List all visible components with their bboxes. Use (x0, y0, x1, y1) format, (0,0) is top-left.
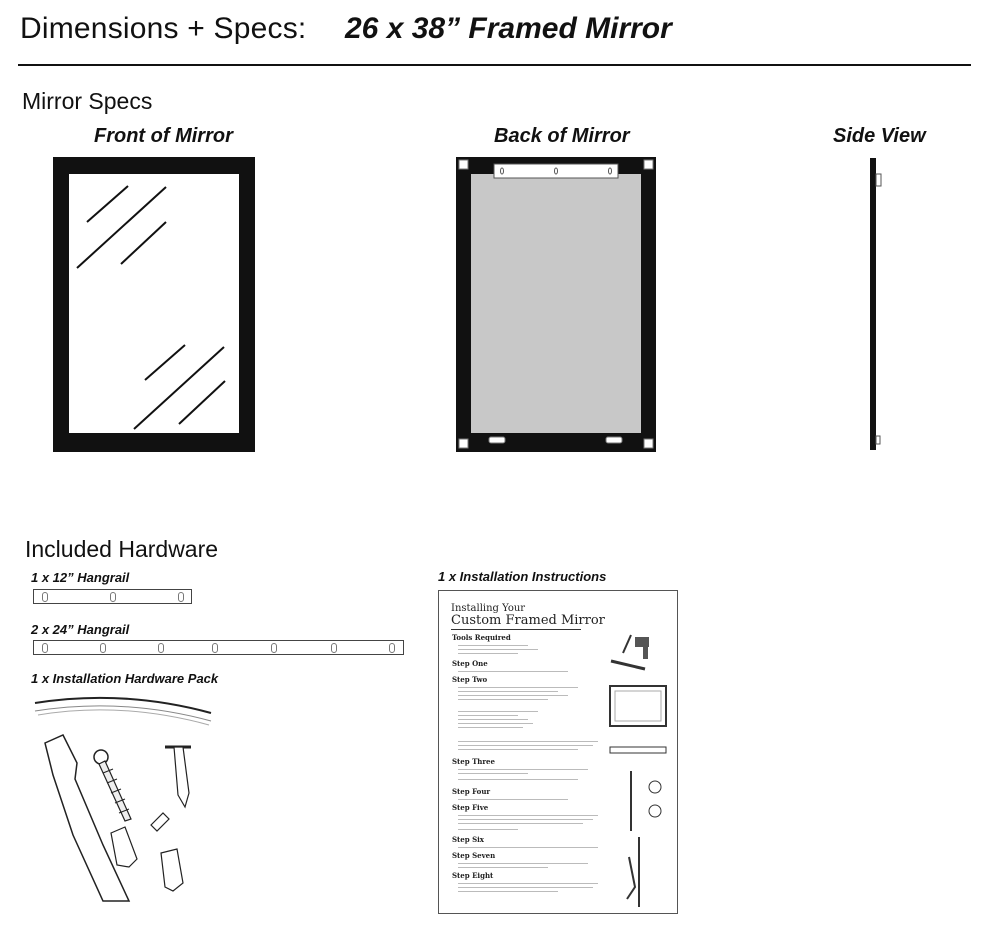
front-view-label: Front of Mirror (94, 125, 233, 147)
doc-text-line (458, 719, 528, 720)
doc-text-line (458, 711, 538, 712)
page-title: Dimensions + Specs: (20, 12, 307, 45)
back-mirror-illustration (455, 156, 657, 453)
doc-title-line1: Installing Your (451, 603, 526, 614)
doc-text-line (458, 645, 528, 646)
mirror-specs-heading: Mirror Specs (22, 88, 153, 114)
doc-text-line (458, 723, 533, 724)
doc-text-line (458, 799, 568, 800)
hangrail-hole (178, 592, 184, 602)
product-title: 26 x 38” Framed Mirror (345, 12, 672, 45)
side-view-label: Side View (833, 125, 926, 147)
doc-step-heading: Tools Required (452, 633, 511, 642)
doc-text-line (458, 819, 593, 820)
wall-diagram (619, 771, 669, 831)
hangrail-hole (212, 643, 218, 653)
hardware-pack-illustration (33, 695, 213, 905)
front-mirror-illustration (52, 156, 256, 453)
doc-text-line (458, 779, 578, 780)
included-hardware-heading: Included Hardware (25, 536, 219, 562)
doc-step-heading: Step Seven (452, 851, 496, 860)
mirror-on-wall-diagram (619, 837, 659, 907)
doc-step-heading: Step Six (452, 835, 484, 844)
doc-text-line (458, 847, 598, 848)
doc-text-line (458, 815, 598, 816)
doc-text-line (458, 649, 538, 650)
doc-step-heading: Step Four (452, 787, 491, 796)
hangrail-hole (110, 592, 116, 602)
doc-step-heading: Step Two (452, 675, 488, 684)
hangrail-24-illustration (33, 640, 404, 655)
doc-text-line (458, 741, 598, 742)
doc-text-line (458, 887, 593, 888)
hangrail-12-label: 1 x 12” Hangrail (31, 570, 130, 585)
doc-text-line (458, 653, 518, 654)
hangrail-hole (331, 643, 337, 653)
hangrail-hole (42, 592, 48, 602)
doc-text-line (458, 863, 588, 864)
back-view-label: Back of Mirror (494, 125, 630, 147)
instructions-document (438, 590, 678, 914)
doc-text-line (458, 769, 588, 770)
doc-title-line2: Custom Framed Mirror (451, 613, 605, 628)
doc-text-line (458, 695, 568, 696)
doc-step-heading: Step Three (452, 757, 495, 766)
doc-text-line (458, 749, 578, 750)
doc-text-line (458, 727, 523, 728)
doc-step-heading: Step Eight (452, 871, 494, 880)
hangrail-diagram (609, 745, 667, 759)
hangrail-hole (389, 643, 395, 653)
doc-text-line (458, 867, 548, 868)
doc-text-line (458, 715, 518, 716)
tools-illustration (609, 631, 659, 671)
hangrail-12-illustration (33, 589, 192, 604)
doc-text-line (458, 699, 548, 700)
hangrail-hole (42, 643, 48, 653)
hangrail-hole (271, 643, 277, 653)
doc-text-line (458, 829, 518, 830)
header-divider (18, 64, 971, 66)
hangrail-hole (158, 643, 164, 653)
doc-text-line (458, 823, 583, 824)
hangrail-hole (100, 643, 106, 653)
side-view-illustration (866, 156, 886, 453)
doc-text-line (458, 691, 558, 692)
doc-step-heading: Step Five (452, 803, 489, 812)
back-diagram-illustration (609, 685, 667, 727)
doc-text-line (458, 687, 578, 688)
hardware-pack-label: 1 x Installation Hardware Pack (31, 671, 219, 686)
doc-text-line (458, 745, 593, 746)
doc-text-line (458, 671, 568, 672)
doc-text-line (458, 883, 598, 884)
doc-text-line (458, 773, 528, 774)
doc-step-heading: Step One (452, 659, 488, 668)
doc-title-rule (451, 629, 581, 630)
doc-text-line (458, 891, 558, 892)
hangrail-24-label: 2 x 24” Hangrail (31, 622, 130, 637)
instructions-label: 1 x Installation Instructions (438, 569, 607, 584)
